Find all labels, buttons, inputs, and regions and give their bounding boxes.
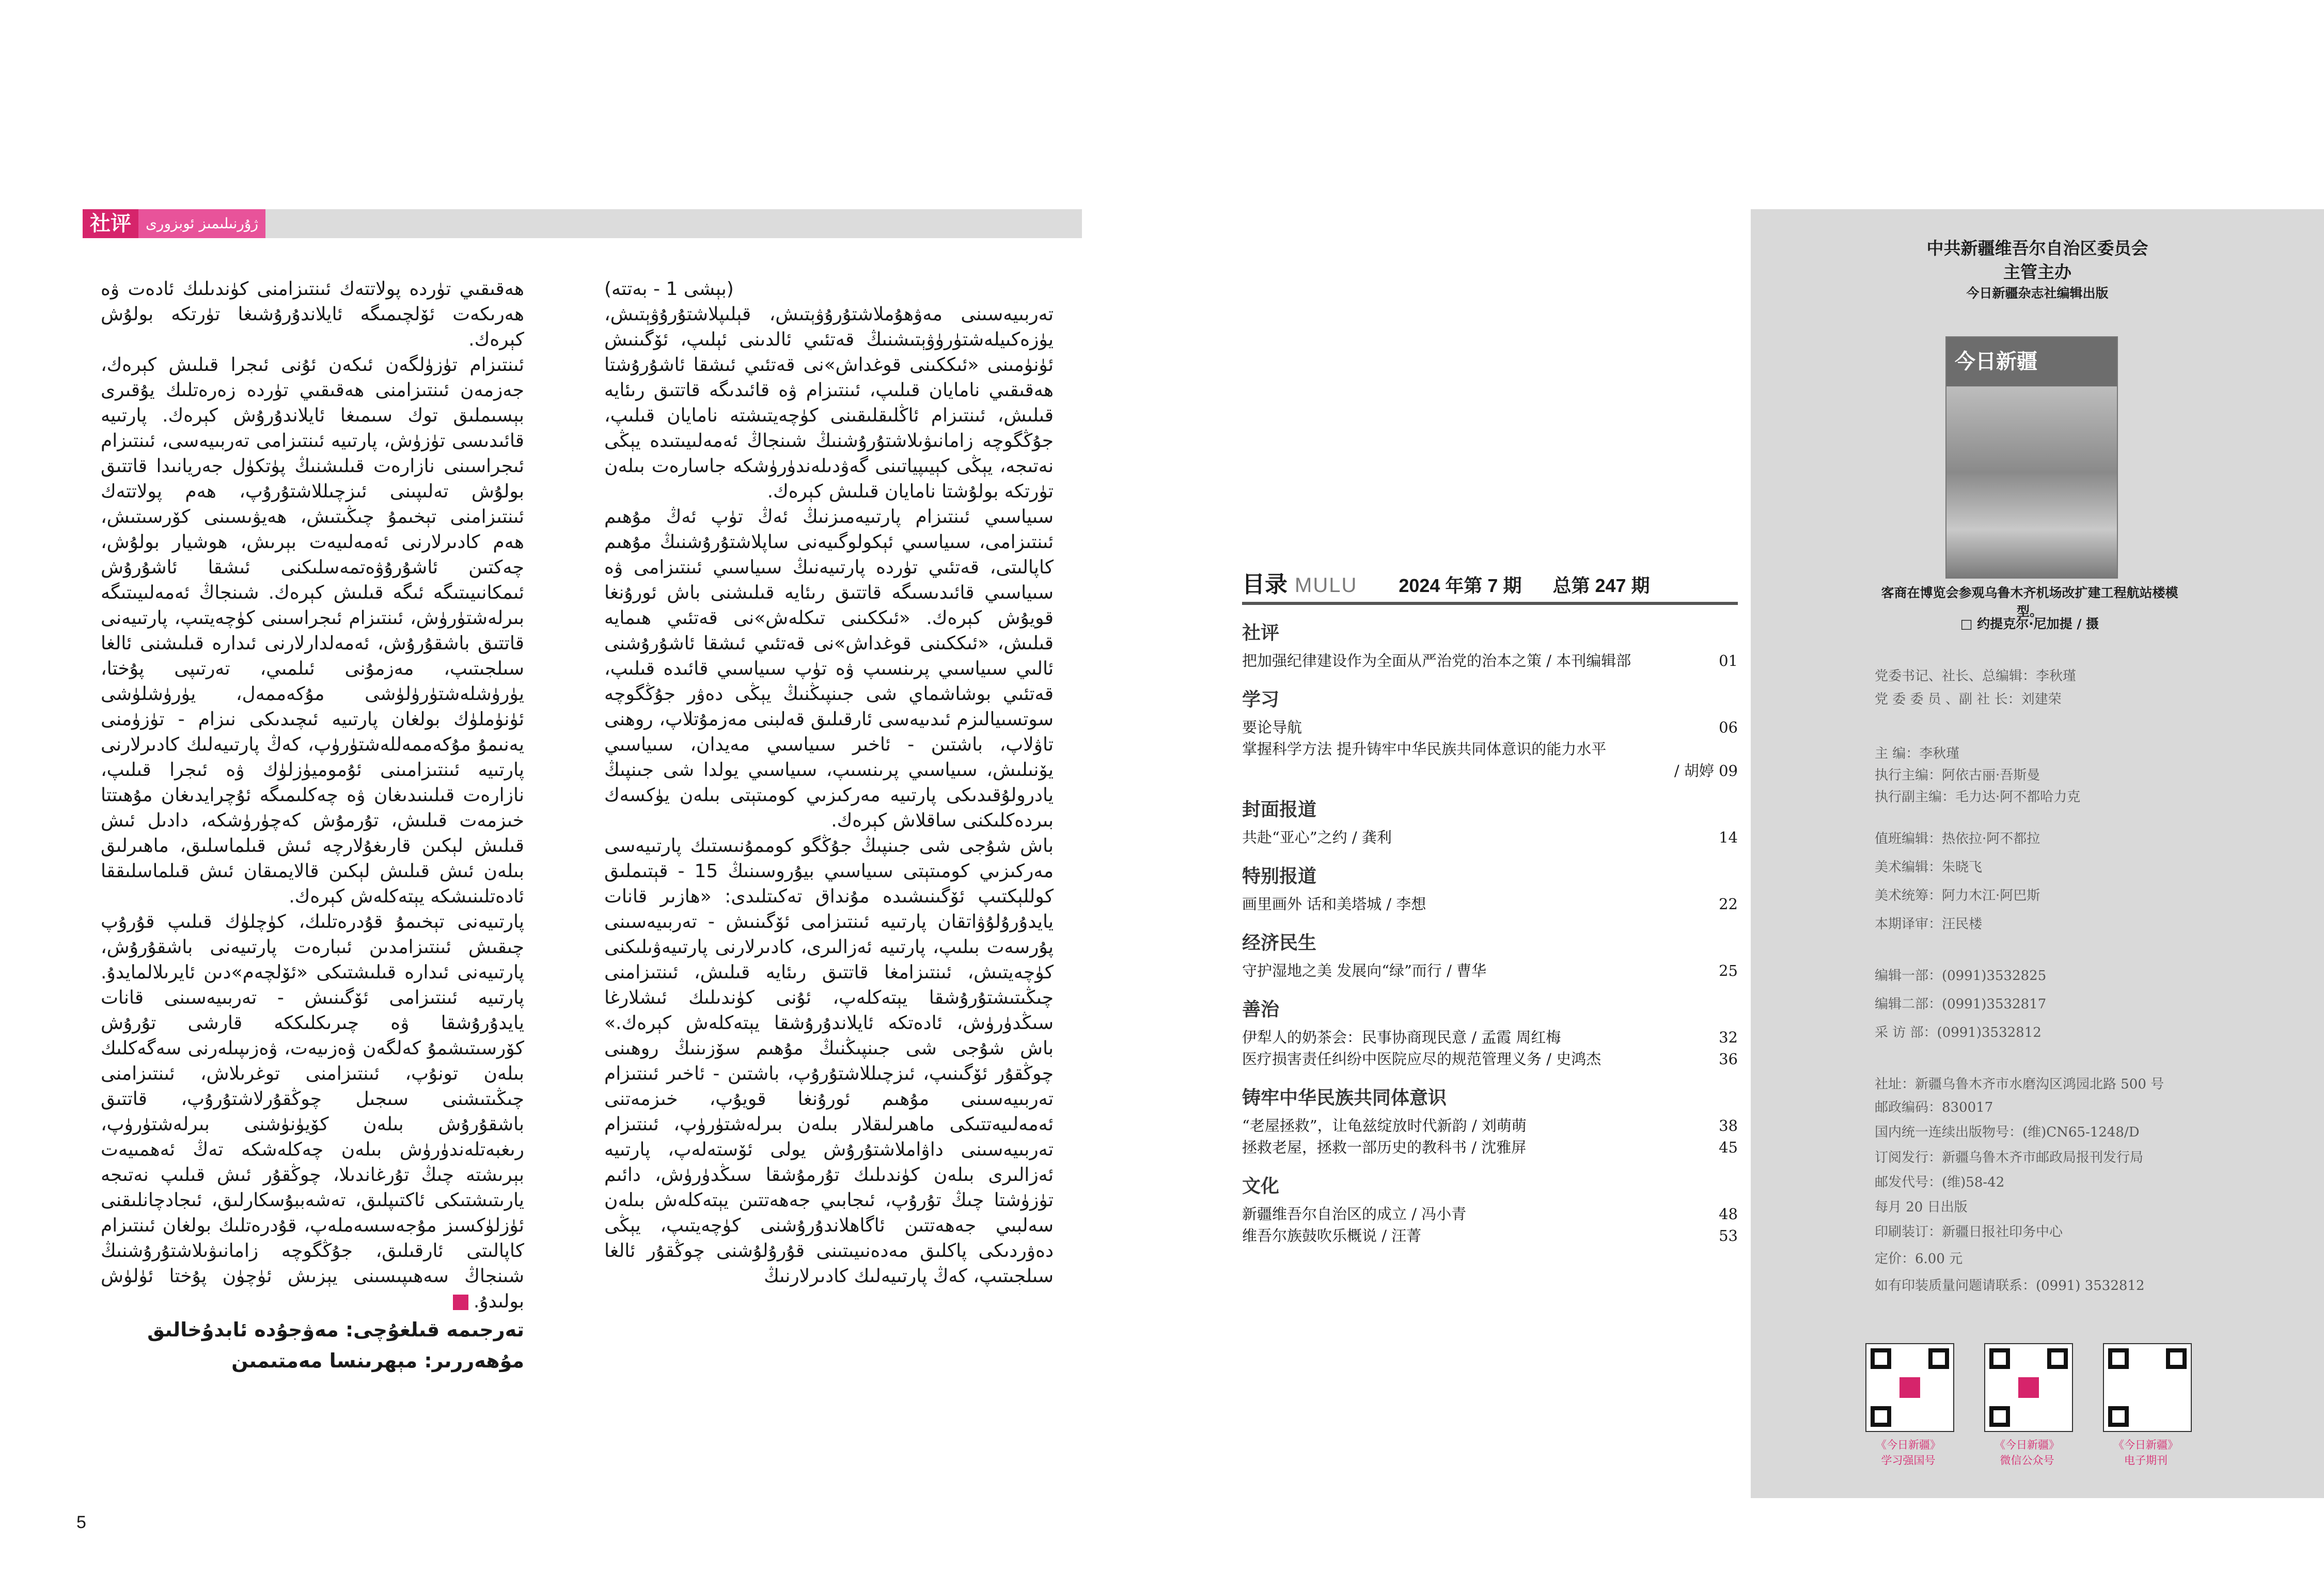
toc-entry[interactable] <box>1242 1048 1738 1070</box>
toc-entry-title: 画里画外 话和美塔城 / 李想 <box>1242 895 1426 913</box>
toc-entry-title: 守护湿地之美 发展向“绿”而行 / 曹华 <box>1242 962 1487 979</box>
toc-section-title: 学习 <box>1242 689 1280 710</box>
toc-entry-page: 01 <box>1719 652 1738 670</box>
toc-entry-page: 06 <box>1719 719 1738 736</box>
publication-line: 邮发代号：(维)58-42 <box>1875 1175 2005 1190</box>
article-paragraph: باش شۇجى شى جىنپىڭ جۇڭگو كوممۇنىستىك پارتىيەسى مەركىزىي كومىتېتى سىياسىي بيۇروسىنىڭ 15 - قېتىملىق كوللېكتىپ ئۆگىنىشىدە مۇنداق تەكىتلىدى: «ھازىر قانات يايدۇرۇلۇۋاتقان پارتىيە ئىنتىزامى ئۆگىنىش - تەربىيەسىنى پۇرسەت بىلىپ، پارتىيە ئەزالىرى، كادىرلارنى پارتىيەۋىلىكنى كۈچەيتىش، ئىنتىزامغا قاتتىق رىئايە قىلىش، ئىنتىزامنى چىڭىتىشتۇرۇشقا يېتەكلەپ، ئۇنى كۈندىلىك ئىشلارغا سىڭدۈرۈش، ئادەتكە ئايلاندۇرۇشقا يېتەكلەش كېرەك.» باش شۇجى شى جىنپىڭنىڭ مۇھىم سۆزىنىڭ روھىنى چوڭقۇر ئۆگىنىپ، ئىزچىللاشتۇرۇپ، باشتىن - ئاخىر ئىنتىزام تەربىيەسىنى مۇھىم ئورۇنغا قويۇپ، خىزمەتنى ئەمەلىيەتتىكى ماھىرلىقلار بىلەن بىرلەشتۈرۈپ، ئىنتىزام تەربىيەسىنى داۋاملاشتۇرۇش يولى ئۆستەلەپ، پارتىيە ئەزالىرى بىلەن كۈندىلىك تۇرمۇشقا سىڭدۈرۈش، دائىم تۈزۈشتا چىڭ تۇرۇپ، ئىجابىي جەھەتتىن يېتەكلەش بىلەن سەلبىي جەھەتتىن ئاگاھلاندۇرۇشنى كۈچەيتىپ، يېڭى دەۋردىكى پاكلىق مەدەنىيىتىنى قۇرۇلۇشنى چوڭقۇر ئالغا سىلجىتىپ، كەڭ پارتىيەلىك كادىرلارنىڭ <box>604 835 1054 1287</box>
toc-section-title: 经济民生 <box>1242 932 1317 953</box>
toc-entry-page: 45 <box>1719 1139 1738 1156</box>
publication-line: 每月 20 日出版 <box>1875 1200 1968 1215</box>
toc-entry-page: 36 <box>1719 1050 1738 1068</box>
toc-entry[interactable] <box>1242 960 1738 982</box>
toc-section <box>1242 862 1738 915</box>
contact-line: 编辑一部：(0991)3532825 <box>1875 968 2047 984</box>
cover-masthead: 今日新疆 <box>1946 337 2117 386</box>
toc-section-title: 铸牢中华民族共同体意识 <box>1242 1087 1447 1108</box>
publication-line: 订阅发行：新疆乌鲁木齐市邮政局报刊发行局 <box>1875 1150 2144 1165</box>
section-tag-chinese: 社评 <box>83 209 138 238</box>
toc-entry[interactable] <box>1242 893 1738 915</box>
publication-line: 社址：新疆乌鲁木齐市水磨沟区鸿园北路 500 号 <box>1875 1077 2164 1092</box>
qr-label-title: 《今日新疆》 <box>1995 1439 2060 1451</box>
qr-label <box>1975 1437 2079 1468</box>
toc-section-title: 文化 <box>1242 1175 1280 1196</box>
publication-line: 定价：6.00 元 <box>1875 1251 1963 1267</box>
staff-line: 美术编辑：朱晓飞 <box>1875 860 1983 875</box>
toc-title-pinyin: MULU <box>1295 574 1358 597</box>
toc-entry-title: 把加强纪律建设作为全面从严治党的治本之策 / 本刊编辑部 <box>1242 652 1631 670</box>
staff-line: 美术统筹：阿力木江·阿巴斯 <box>1875 888 2040 904</box>
toc-issue: 2024 年第 7 期 <box>1399 575 1522 596</box>
cover-photo <box>1946 386 2117 578</box>
article-paragraph: ئىنتىزام تۈزۈلگەن ئىكەن ئۇنى ئىجرا قىلىش كېرەك، جەزمەن ئىنتىزامنى ھەقىقىي تۈردە زەرەتلىك يۇقىرى بېسىملىق توك سىمىغا ئايلاندۇرۇش كېرەك. پارتىيە قائىدىسى تۈزۈش، پارتىيە ئىنتىزامى تەربىيەسى، ئىنتىزام ئىجراسىنى نازارەت قىلىشنىڭ پۈتكۈل جەريانىدا قاتتىق بولۇش تەلىپىنى ئىزچىللاشتۇرۇپ، ھەم پولاتتەك ئىنتىزامنى تېخىمۇ چىڭىتىش، ھەيۋىسىنى كۆرسىتىش، ھەم كادىرلارنى ئەمەلىيەت بېرىش، ھوشيار بولۇش، چەكتىن ئاشۇرۇۋەتمەسلىكنى ئىشقا ئاشۇرۇش ئىمكانىيىتىگە ئىگە قىلىش كېرەك. شىنجاڭ ئەمەلىيىتىگە بىرلەشتۈرۈش، ئىنتىزام ئىجراسىنى كۈچەيتىپ، پارتىيەنى قاتتىق باشقۇرۇش، ئەمەلدارلارنى ئىدارە قىلىشنى ئالغا سىلجىتىپ، مەزمۇنى ئىلمىي، تەرتىپى پۇختا، يۈرۈشلەشتۈرۈلۈشى مۇكەممەل، يۈرۈشلۈشى ئۈنۈملۈك بولغان پارتىيە ئىچىدىكى نىزام - تۈزۈمنى يەنىمۇ مۇكەممەللەشتۈرۈپ، كەڭ پارتىيەلىك كادىرلارنى پارتىيە ئىنتىزامىنى ئۇموميۈزلۈك ۋە ئىجرا قىلىپ، نازارەت قىلىنىدىغان ۋە چەكلىمىگە ئۇچرايدىغان مۇھىتتا خىزمەت قىلىش، تۇرمۇش كەچۈرۈشكە، دادىل ئىش قىلىش لېكىن قارىغۇلارچە ئىش قىلماسلىق، ماھىرلىق بىلەن ئىش قىلىش لېكىن قالايمىقان ئىش قىلماسلىققا ئادەتلىنىشكە يېتەكلەش كېرەك. <box>101 354 524 907</box>
toc-entry-title: 拯救老屋，拯救一部历史的教科书 / 沈雅屏 <box>1242 1139 1527 1156</box>
qr-label <box>1857 1437 1960 1468</box>
toc-entry[interactable] <box>1242 1203 1738 1225</box>
sponsor-block <box>1751 237 2324 284</box>
toc-entry[interactable] <box>1242 827 1738 848</box>
article-paragraph: تەربىيەسىنى مەۋھۇملاشتۇرۇۋېتىش، قېلىپلاشتۇرۇۋېتىش، يۈزەكىيلەشتۈرۈۋېتىشنىڭ قەتئىي ئالدىنى ئېلىپ، ئۆگىنىش ئۈنۈمىنى «ئىككىنى قوغداش»نى قەتئىي ئىشقا ئاشۇرۇشتا ھەقىقىي نامايان قىلىپ، ئىنتىزام ۋە قائىدىگە قاتتىق رىئايە قىلىش، ئىنتىزام ئاڭلىقلىقىنى كۈچەيتىشتە نامايان قىلىپ، جۇڭگوچە زامانىۋىلاشتۇرۇشنىڭ شىنجاڭ ئەمەلىيىتىدە يېڭى نەتىجە، يېڭى كېيىپياتىنى گەۋدىلەندۈرۈشكە جاسارەت بىلەن تۈرتكە بولۇشتا نامايان قىلىش كېرەك. <box>604 304 1054 502</box>
toc-section <box>1242 618 1738 672</box>
contact-line: 采 访 部：(0991)3532812 <box>1875 1025 2042 1040</box>
article-paragraph: ھەقىقىي تۈردە پولاتتەك ئىنتىزامنى كۈندىلىك ئادەت ۋە ھەرىكەت ئۆلچىمىگە ئايلاندۇرۇشىغا تۈرتكە بولۇش كېرەك. <box>101 278 524 350</box>
article-paragraph: سىياسىي ئىنتىزام پارتىيەمىزنىڭ ئەڭ تۈپ ئەڭ مۇھىم ئىنتىزامى، سىياسىي ئېكولوگىيەنى ساپلاشتۇرۇشنىڭ مۇھىم كاپالىتى، قەتئىي تۈردە پارتىيەنىڭ سىياسىي ئىنتىزامى ۋە سىياسىي قائىدىسىگە قاتتىق رىئايە قىلىشنى باش ئورۇنغا قويۇش كېرەك. «ئىككىنى تىكلەش»نى قەتئىي ھىمايە قىلىش، «ئىككىنى قوغداش»نى قەتئىي ئىشقا ئاشۇرۇشنى ئالىي سىياسىي پرىنسىپ ۋە تۈپ سىياسىي قائىدە قىلىپ، قەتئىي بوشاشماي شى جىنپىڭنىڭ يېڭى دەۋر جۇڭگوچە سوتسىيالىزم ئىدىيەسى ئارقىلىق قەلبنى مەزمۇتلاپ، روھنى تاۋلاپ، باشتىن - ئاخىر سىياسىي مەيدان، سىياسىي يۆنىلىش، سىياسىي پرىنسىپ، سىياسىي يولدا شى جىنپىڭ يادرولۇقىدىكى پارتىيە مەركىزىي كومىتېتى بىلەن يۈكسەك بىردەكلىكنى ساقلاش كېرەك. <box>604 506 1054 831</box>
toc-header <box>1242 566 1738 605</box>
staff-line: 党委书记、社长、总编辑：李秋瑾 <box>1875 668 2077 684</box>
toc-entry-title: 共赴“亚心”之约 / 龚利 <box>1242 829 1392 846</box>
staff-line: 值班编辑：热依拉·阿不都拉 <box>1875 831 2040 847</box>
article-column-left <box>101 276 524 1376</box>
toc-entry-page: 14 <box>1719 829 1738 846</box>
toc-entry-title: 新疆维吾尔自治区的成立 / 冯小青 <box>1242 1205 1467 1223</box>
toc-entry-page: 32 <box>1719 1029 1738 1046</box>
toc-section <box>1242 995 1738 1070</box>
qr-label-subtitle: 电子期刊 <box>2124 1454 2168 1467</box>
toc-entry-title: 伊犁人的奶茶会：民事协商现民意 / 孟霞 周红梅 <box>1242 1029 1561 1046</box>
toc-total-issue: 总第 247 期 <box>1552 575 1650 596</box>
toc-entry-title: 要论导航 <box>1242 719 1302 736</box>
toc-entry-page: 25 <box>1719 962 1738 979</box>
toc-entry[interactable] <box>1242 1136 1738 1158</box>
toc-section-title: 善治 <box>1242 999 1280 1020</box>
page-number: 5 <box>76 1513 86 1532</box>
staff-line: 执行主编：阿依古丽·吾斯曼 <box>1875 768 2040 783</box>
qr-code-icon[interactable] <box>2103 1343 2192 1432</box>
table-of-contents <box>1242 566 1738 1247</box>
toc-entry-page <box>1702 738 1738 760</box>
toc-entry-page: 53 <box>1719 1227 1738 1244</box>
toc-entry[interactable] <box>1242 650 1738 672</box>
continuation-note: (بېشى 1 - بەتتە) <box>604 278 734 300</box>
article-paragraph <box>101 909 524 1314</box>
translator-credit: تەرجىمە قىلغۇچى: مەۋجۇدە ئابدۇخالىق <box>147 1318 524 1341</box>
photo-credit: □ 约提克尔·尼加提 / 摄 <box>1960 616 2099 631</box>
end-mark-icon <box>453 1295 468 1310</box>
article-column-right <box>604 276 1054 1289</box>
toc-section <box>1242 1172 1738 1247</box>
toc-entry-page: 22 <box>1719 895 1738 913</box>
toc-section-title: 封面报道 <box>1242 799 1317 820</box>
qr-label-title: 《今日新疆》 <box>2113 1439 2178 1451</box>
qr-code-icon[interactable] <box>1865 1343 1954 1432</box>
qr-label-subtitle: 微信公众号 <box>2000 1454 2054 1467</box>
toc-entry-title: 维吾尔族鼓吹乐概说 / 汪菁 <box>1242 1227 1422 1244</box>
toc-entry-author-page: / 胡婷 09 <box>1674 762 1738 780</box>
qr-code-icon[interactable] <box>1984 1343 2073 1432</box>
publisher-line: 今日新疆杂志社编辑出版 <box>1966 286 2109 301</box>
staff-line: 执行副主编：毛力达·阿不都哈力克 <box>1875 789 2081 805</box>
toc-entry-title: 掌握科学方法 提升铸牢中华民族共同体意识的能力水平 <box>1242 740 1607 758</box>
editor-credit: مۇھەررىر: مېھرىنسا مەمتىمىن <box>231 1349 524 1372</box>
toc-entry[interactable] <box>1242 1225 1738 1247</box>
staff-line: 主 编：李秋瑾 <box>1875 746 1960 761</box>
staff-line: 党 委 委 员 、副 社 长：刘建荣 <box>1875 692 2062 707</box>
toc-section <box>1242 685 1738 782</box>
cover-image <box>1945 336 2118 579</box>
toc-section-title: 特别报道 <box>1242 865 1317 886</box>
sponsor-role: 主管主办 <box>2003 262 2071 282</box>
qr-label-title: 《今日新疆》 <box>1876 1439 1941 1451</box>
toc-entry-page: 48 <box>1719 1205 1738 1223</box>
publication-line: 邮政编码：830017 <box>1875 1100 1993 1115</box>
toc-entry[interactable] <box>1242 1115 1738 1136</box>
toc-title-chinese: 目录 <box>1242 572 1287 597</box>
toc-entry[interactable] <box>1242 738 1738 760</box>
toc-entry-continuation <box>1242 760 1738 782</box>
article-paragraph-text: پارتىيەنى تېخىمۇ قۇدرەتلىك، كۈچلۈك قىلىپ قۇرۇپ چىقىش ئىنتىزامدىن ئىبارەت پارتىيەنى باشقۇرۇش، پارتىيەنى ئىدارە قىلىشتىكى «ئۆلچەم»دىن ئايرىلالمايدۇ. پارتىيە ئىنتىزامى ئۆگىنىش - تەربىيەسىنى قانات يايدۇرۇشقا ۋە چىرىكلىككە قارشى تۇرۇش كۆرسىتىشمۇ كەلگەن ۋەزىيەت، ۋەزىپىلەرنى سەگەكلىك بىلەن تونۇپ، ئىنتىزامنى توغرىلاش، ئىنتىزامنى چىڭىتىشنى سىجىل چوڭقۇرلاشتۇرۇپ، قاتتىق باشقۇرۇش بىلەن كۆيۈنۈشنى بىرلەشتۈرۈپ، رىغبەتلەندۈرۈش بىلەن چەكلەشكە تەڭ ئەھمىيەت بېرىشتە چىڭ تۇرغاندىلا، چوڭقۇر ئىش قىلىپ نەتىجە يارىتىشتىكى ئاكتىپلىق، تەشەببۇسكارلىق، ئىجادچانلىقنى ئۈزلۈكسىز مۇجەسسەملەپ، قۇدرەتلىك بولغان ئىنتىزام كاپالىتى ئارقىلىق، جۇڭگوچە زامانىۋىلاشتۇرۇشنىڭ شىنجاڭ سەھىپىسىنى يېزىش ئۈچۈن پۇختا ئۈلۈش بولىدۇ. <box>101 911 524 1312</box>
toc-entry-title: 医疗损害责任纠纷中医院应尽的规范管理义务 / 史鸿杰 <box>1242 1050 1601 1068</box>
contact-line: 编辑二部：(0991)3532817 <box>1875 997 2047 1012</box>
qr-label <box>2094 1437 2197 1468</box>
toc-entry[interactable] <box>1242 1026 1738 1048</box>
toc-section <box>1242 928 1738 982</box>
toc-entry-title: “老屋拯救”，让龟兹绽放时代新韵 / 刘萌萌 <box>1242 1117 1527 1134</box>
cover-caption: 客商在博览会参观乌鲁木齐机场改扩建工程航站楼模型。 <box>1881 585 2178 619</box>
toc-entry-page: 38 <box>1719 1117 1738 1134</box>
toc-section <box>1242 795 1738 848</box>
toc-section-title: 社评 <box>1242 622 1280 643</box>
section-tag <box>83 209 265 238</box>
staff-line: 本期译审：汪民楼 <box>1875 916 1983 932</box>
publication-line: 印刷装订：新疆日报社印务中心 <box>1875 1224 2063 1240</box>
publication-line: 如有印装质量问题请联系：(0991) 3532812 <box>1875 1278 2145 1294</box>
sponsor-name: 中共新疆维吾尔自治区委员会 <box>1926 238 2148 258</box>
toc-entry[interactable] <box>1242 717 1738 738</box>
section-tag-uyghur: ژۇرنىلىمىز ئوبزورى <box>138 209 265 238</box>
qr-label-subtitle: 学习强国号 <box>1881 1454 1936 1467</box>
publication-line: 国内统一连续出版物号：(维)CN65-1248/D <box>1875 1125 2140 1140</box>
toc-section <box>1242 1083 1738 1158</box>
